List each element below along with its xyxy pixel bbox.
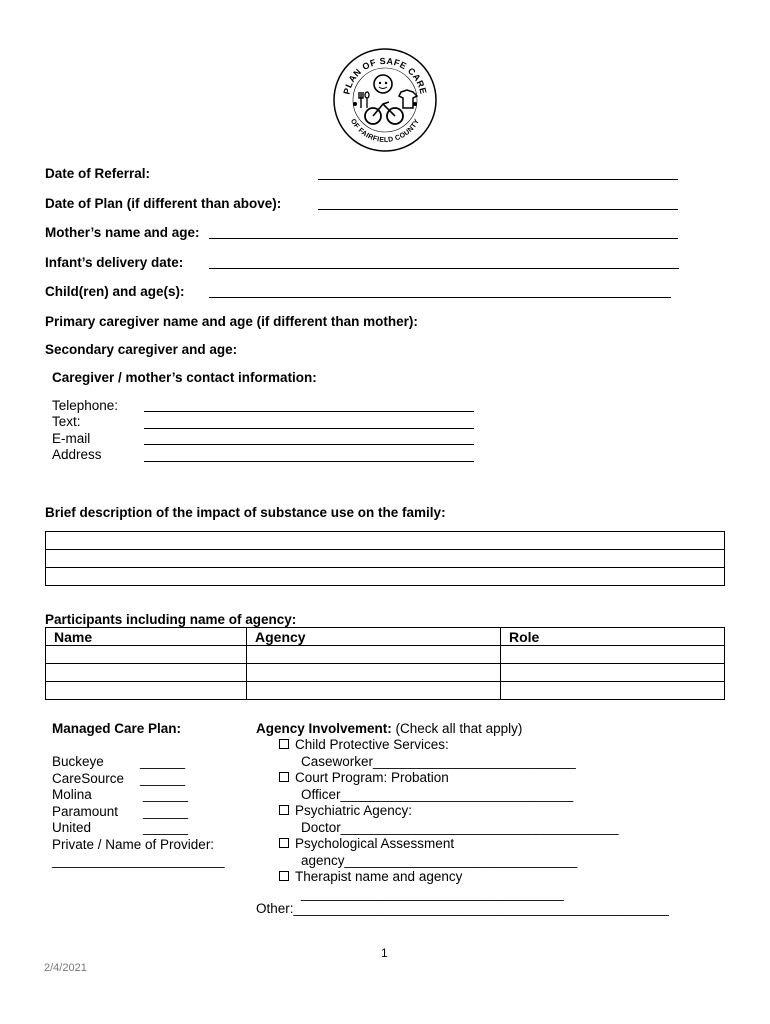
email-field[interactable]	[144, 444, 474, 445]
agency-item-blank[interactable]: Officer_______________________________	[301, 786, 574, 802]
plan-of-safe-care-logo	[333, 48, 437, 152]
managed-care-item	[52, 820, 225, 837]
impact-row-2[interactable]	[46, 550, 725, 568]
managed-care-blank[interactable]: ______	[143, 820, 189, 835]
managed-care-blank[interactable]: ______	[143, 803, 189, 819]
participants-heading: Participants including name of agency:	[45, 612, 297, 627]
column-header-agency: Agency	[247, 628, 501, 646]
impact-row-1[interactable]	[46, 532, 725, 550]
table-cell[interactable]	[247, 664, 501, 682]
page-number: 1	[381, 946, 388, 960]
agency-item-therapist	[279, 869, 619, 886]
date-of-plan-field[interactable]	[318, 209, 678, 210]
managed-care-plan-name: Molina	[52, 787, 92, 802]
children-label: Child(ren) and age(s):	[45, 284, 185, 299]
agency-item-label: Psychological Assessment	[295, 836, 455, 851]
text-field[interactable]	[144, 428, 474, 429]
managed-care-plan-name: United	[52, 820, 92, 835]
telephone-field[interactable]	[144, 411, 474, 412]
secondary-caregiver-label: Secondary caregiver and age:	[45, 342, 238, 357]
agency-heading-bold: Agency Involvement:	[256, 721, 392, 736]
column-header-name: Name	[46, 628, 247, 646]
managed-care-plan-name: Paramount	[52, 803, 119, 819]
address-field[interactable]	[144, 461, 474, 462]
checkbox[interactable]	[279, 838, 289, 848]
agency-item-blank[interactable]: ___________________________________	[301, 885, 564, 901]
managed-care-blank[interactable]: ______	[140, 754, 186, 769]
address-label: Address	[52, 447, 102, 462]
managed-care-item	[52, 804, 225, 821]
date-of-referral-label: Date of Referral:	[45, 166, 151, 181]
footer-date: 2/4/2021	[44, 962, 87, 974]
agency-item-label: Therapist name and agency	[295, 869, 463, 884]
table-cell[interactable]	[46, 646, 247, 664]
managed-care-plan-name: CareSource	[52, 770, 125, 786]
primary-caregiver-label: Primary caregiver name and age (if different than mother):	[45, 314, 418, 329]
agency-list	[279, 737, 619, 902]
logo-top-text: PLAN OF SAFE CARE	[341, 55, 429, 96]
date-of-referral-field[interactable]	[318, 179, 678, 180]
other-field[interactable]: Other:__________________________________________________	[256, 901, 669, 916]
agency-heading-note: (Check all that apply)	[391, 721, 523, 736]
infant-delivery-field[interactable]	[209, 268, 679, 269]
table-cell[interactable]	[247, 682, 501, 700]
agency-item-psychiatric	[279, 803, 619, 820]
managed-care-list	[52, 754, 225, 870]
column-header-role: Role	[501, 628, 725, 646]
mothers-name-label: Mother’s name and age:	[45, 225, 200, 240]
managed-care-heading: Managed Care Plan:	[52, 721, 182, 736]
participants-table	[45, 627, 725, 700]
managed-care-plan-name: Buckeye	[52, 754, 104, 769]
table-cell[interactable]	[501, 682, 725, 700]
children-field[interactable]	[209, 297, 671, 298]
table-cell[interactable]	[46, 682, 247, 700]
agency-item-label: Court Program: Probation	[295, 770, 449, 785]
agency-item-psychological	[279, 836, 619, 853]
telephone-label: Telephone:	[52, 398, 119, 413]
checkbox[interactable]	[279, 805, 289, 815]
agency-item-blank[interactable]: Doctor_____________________________________	[301, 819, 619, 835]
table-cell[interactable]	[46, 664, 247, 682]
agency-item-label: Child Protective Services:	[295, 737, 449, 752]
managed-care-blank[interactable]: ______	[143, 787, 189, 802]
infant-delivery-label: Infant’s delivery date:	[45, 255, 184, 270]
agency-item-court	[279, 770, 619, 787]
impact-table	[45, 531, 725, 586]
mothers-name-field[interactable]	[209, 238, 678, 239]
text-label: Text:	[52, 414, 81, 429]
date-of-plan-label: Date of Plan (if different than above):	[45, 196, 282, 211]
managed-care-item	[52, 787, 225, 804]
agency-item-blank[interactable]: Caseworker___________________________	[301, 753, 576, 769]
logo-bottom-text: OF FAIRFIELD COUNTY	[348, 118, 422, 145]
email-label: E-mail	[52, 431, 91, 446]
private-provider-field[interactable]: _______________________	[52, 853, 225, 868]
svg-text:OF FAIRFIELD COUNTY	[349, 118, 421, 144]
checkbox[interactable]	[279, 739, 289, 749]
table-cell[interactable]	[501, 664, 725, 682]
checkbox[interactable]	[279, 772, 289, 782]
impact-row-3[interactable]	[46, 568, 725, 586]
agency-item-blank[interactable]: agency_______________________________	[301, 852, 578, 868]
table-cell[interactable]	[501, 646, 725, 664]
agency-item-cps	[279, 737, 619, 754]
impact-heading: Brief description of the impact of substance use on the family:	[45, 505, 446, 520]
checkbox[interactable]	[279, 871, 289, 881]
agency-heading	[256, 721, 522, 736]
contact-heading: Caregiver / mother’s contact information:	[52, 370, 317, 385]
managed-care-blank[interactable]: ______	[140, 770, 186, 786]
managed-care-item	[52, 754, 225, 771]
managed-care-item	[52, 771, 225, 788]
private-provider-label: Private / Name of Provider:	[52, 836, 215, 852]
agency-item-label: Psychiatric Agency:	[295, 803, 413, 818]
table-cell[interactable]	[247, 646, 501, 664]
